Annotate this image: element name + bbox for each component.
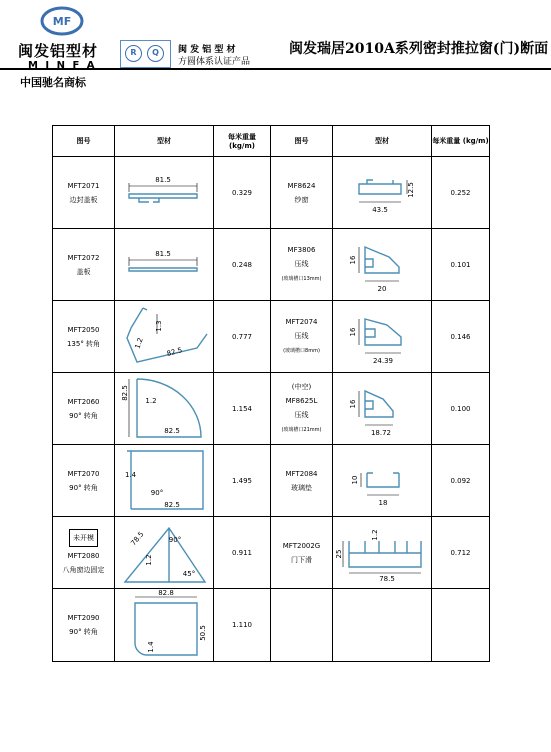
table-header-row [53, 126, 490, 157]
profile-drawing-cell [333, 589, 432, 662]
weight-cell: 0.092 [432, 445, 490, 517]
svg-text:1.4: 1.4 [146, 641, 155, 653]
svg-text:16: 16 [349, 255, 357, 264]
profile-mft2072-drawing [119, 240, 209, 290]
code-cell: MFT2002G 门下滑 [271, 517, 333, 589]
brand-slogan: 中国驰名商标 [20, 76, 86, 89]
profile-mft2002g-drawing [335, 523, 430, 583]
svg-text:1.2: 1.2 [144, 396, 157, 405]
svg-text:MF: MF [52, 15, 72, 28]
brand-name-cn: 闽发铝型材 [18, 42, 99, 60]
code-cell: MFT2071 边封盖板 [53, 157, 115, 229]
weight-cell: 0.777 [214, 301, 271, 373]
profile-drawing-cell [115, 301, 214, 373]
weight-cell: 0.712 [432, 517, 490, 589]
svg-text:10: 10 [351, 475, 359, 484]
svg-text:82.5: 82.5 [163, 426, 180, 435]
weight-cell: 0.252 [432, 157, 490, 229]
page-header [0, 0, 551, 90]
svg-text:24.39: 24.39 [372, 356, 394, 365]
svg-text:1.2: 1.2 [132, 336, 145, 350]
profile-drawing-cell [333, 445, 432, 517]
profile-drawing-cell [333, 517, 432, 589]
svg-text:16: 16 [349, 399, 357, 408]
minfa-logo-icon [40, 6, 84, 36]
weight-cell: 0.146 [432, 301, 490, 373]
svg-text:43.5: 43.5 [372, 205, 388, 214]
profile-drawing-cell [115, 445, 214, 517]
table-row [53, 373, 490, 445]
weight-cell: 0.329 [214, 157, 271, 229]
code-cell [271, 589, 333, 662]
code-cell: MFT2084 玻璃垫 [271, 445, 333, 517]
profile-drawing-cell [115, 517, 214, 589]
svg-text:1.4: 1.4 [124, 470, 136, 479]
profile-drawing-cell [115, 157, 214, 229]
weight-cell [432, 589, 490, 662]
header-profile: 型材 [333, 126, 432, 157]
weight-cell: 0.248 [214, 229, 271, 301]
cert-line-2: 方圆体系认证产品 [178, 57, 251, 67]
profile-mft2074-drawing [337, 307, 427, 367]
weight-cell: 0.101 [432, 229, 490, 301]
svg-text:1.2: 1.2 [144, 553, 153, 566]
code-cell: MFT2070 90° 转角 [53, 445, 115, 517]
profile-spec-table [52, 125, 490, 662]
svg-text:16: 16 [349, 327, 357, 336]
svg-text:90°: 90° [168, 535, 181, 544]
profile-drawing-cell [115, 373, 214, 445]
page-title: 闽发瑞居2010A系列密封推拉窗(门)断面 [289, 41, 549, 57]
profile-mft2071-drawing [119, 168, 209, 218]
table-row [53, 157, 490, 229]
profile-mf8625l-drawing [337, 379, 427, 439]
profile-mf3806-drawing [337, 235, 427, 295]
cert-line-1: 闽 发 铝 型 材 [178, 45, 236, 55]
svg-text:81.5: 81.5 [155, 249, 171, 258]
code-cell: MFT2072 盖板 [53, 229, 115, 301]
table-row [53, 445, 490, 517]
code-cell: (中空) MF8625L 压线 (玻璃槽口21mm) [271, 373, 333, 445]
code-cell: MFT2090 90° 转角 [53, 589, 115, 662]
svg-text:1.3: 1.3 [154, 319, 163, 332]
svg-text:25: 25 [334, 549, 343, 558]
svg-text:82.5: 82.5 [165, 345, 183, 358]
code-cell: 未开模 MFT2080 八角窗边固定 [53, 517, 115, 589]
svg-text:1.2: 1.2 [370, 528, 379, 541]
svg-text:50.5: 50.5 [198, 625, 207, 641]
profile-drawing-cell [333, 301, 432, 373]
header-profile: 型材 [115, 126, 214, 157]
code-cell: MFT2060 90° 转角 [53, 373, 115, 445]
code-cell: MF8624 纱窗 [271, 157, 333, 229]
header-code: 图号 [271, 126, 333, 157]
table-row [53, 301, 490, 373]
profile-mft2050-drawing [117, 304, 212, 370]
svg-text:82.5: 82.5 [163, 500, 180, 509]
profile-mft2070-drawing [117, 447, 212, 515]
svg-text:18.72: 18.72 [370, 428, 392, 437]
profile-mft2060-drawing [117, 375, 212, 443]
table-row [53, 229, 490, 301]
header-weight: 每米重量 (kg/m) [432, 126, 490, 157]
table-row [53, 517, 490, 589]
cert-icons-box [120, 40, 171, 68]
profile-drawing-cell [333, 157, 432, 229]
svg-text:78.5: 78.5 [378, 574, 395, 583]
cert-q-icon: Q [147, 45, 164, 62]
brand-name-en: M I N F A [28, 60, 97, 71]
brand-logo [18, 6, 106, 89]
svg-text:81.5: 81.5 [155, 175, 171, 184]
code-cell: MF3806 压线 (玻璃槽口13mm) [271, 229, 333, 301]
weight-cell: 1.495 [214, 445, 271, 517]
profile-mft2080-drawing [117, 520, 212, 586]
weight-cell: 0.911 [214, 517, 271, 589]
weight-cell: 1.154 [214, 373, 271, 445]
profile-drawing-cell [115, 589, 214, 662]
svg-text:20: 20 [377, 284, 387, 293]
code-cell: MFT2074 压线 (玻璃槽口8mm) [271, 301, 333, 373]
weight-cell: 0.100 [432, 373, 490, 445]
svg-text:90°: 90° [150, 488, 163, 497]
cert-r-icon: R [125, 45, 142, 62]
svg-text:78.5: 78.5 [128, 529, 146, 547]
profile-drawing-cell [333, 229, 432, 301]
svg-text:82.5: 82.5 [120, 384, 129, 401]
profile-drawing-cell [115, 229, 214, 301]
table-row [53, 589, 490, 662]
svg-text:18: 18 [378, 498, 388, 507]
profile-mft2090-drawing [117, 589, 212, 661]
header-divider [0, 68, 551, 70]
code-cell: MFT2050 135° 转角 [53, 301, 115, 373]
weight-cell: 1.110 [214, 589, 271, 662]
profile-drawing-cell [333, 373, 432, 445]
header-code: 图号 [53, 126, 115, 157]
status-badge: 未开模 [69, 529, 98, 547]
profile-mf8624-drawing [337, 168, 427, 218]
svg-text:12.5: 12.5 [407, 181, 415, 198]
profile-mft2084-drawing [337, 451, 427, 511]
header-weight: 每米重量 (kg/m) [214, 126, 271, 157]
svg-text:45°: 45° [182, 569, 195, 578]
svg-text:82.8: 82.8 [157, 589, 174, 597]
